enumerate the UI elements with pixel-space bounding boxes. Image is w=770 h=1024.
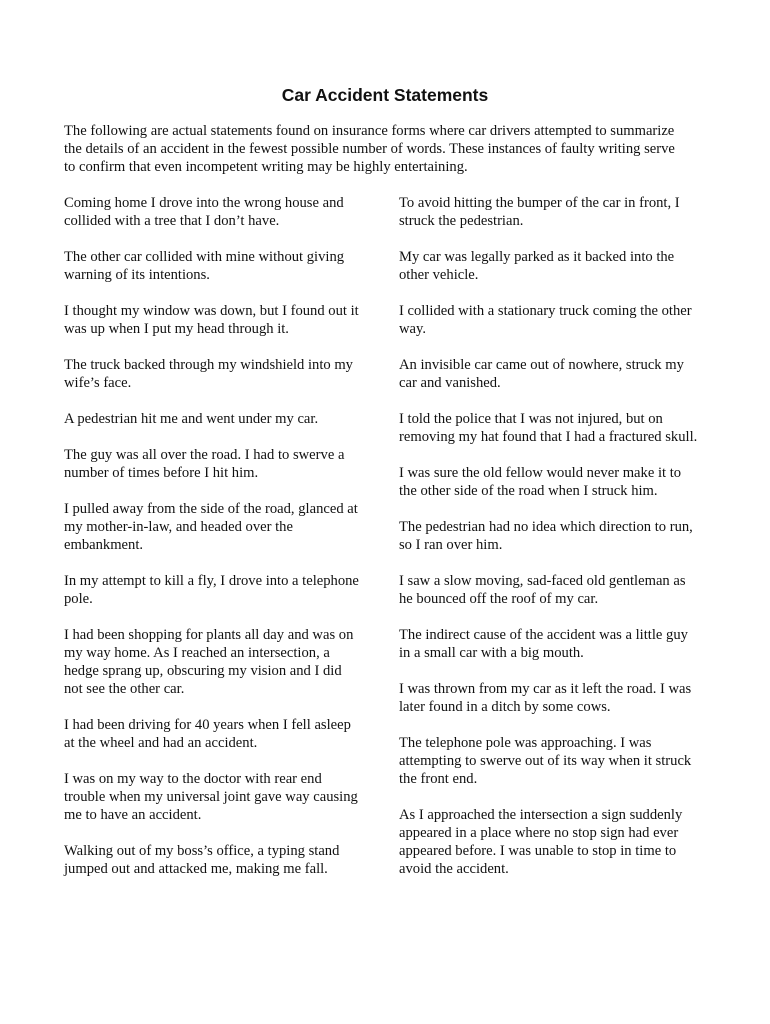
statement: I thought my window was down, but I found out it was up when I put my head through it. (64, 303, 359, 337)
statement: I was thrown from my car as it left the road. I was later found in a ditch by some cows. (399, 681, 692, 715)
statement: I saw a slow moving, sad-faced old gentleman as he bounced off the roof of my car. (399, 573, 686, 607)
statement: The pedestrian had no idea which direction to run, so I ran over him. (399, 519, 693, 553)
statement: The guy was all over the road. I had to swerve a number of times before I hit him. (64, 447, 345, 481)
statement: The telephone pole was approaching. I was attempting to swerve out of its way when it struck the front end. (399, 735, 692, 787)
statement: I collided with a stationary truck coming the other way. (399, 303, 692, 337)
statement: I had been shopping for plants all day and was on my way home. As I reached an intersection, a hedge sprang up, obscuring my vision and I did not see the other car. (64, 627, 354, 697)
statement: The other car collided with mine without giving warning of its intentions. (64, 249, 345, 283)
statement: A pedestrian hit me and went under my car. (64, 411, 319, 427)
statement: An invisible car came out of nowhere, struck my car and vanished. (399, 357, 684, 391)
statement: The indirect cause of the accident was a little guy in a small car with a big mouth. (399, 627, 688, 661)
statement: I was on my way to the doctor with rear end trouble when my universal joint gave way causing me to have an accident. (64, 771, 358, 823)
right-column (399, 194, 715, 896)
statement: I was sure the old fellow would never make it to the other side of the road when I struck him. (399, 465, 682, 499)
left-column (64, 194, 376, 896)
statement: I pulled away from the side of the road, glanced at my mother-in-law, and headed over the embankment. (64, 501, 358, 553)
statement: In my attempt to kill a fly, I drove into a telephone pole. (64, 573, 359, 607)
intro-paragraph: The following are actual statements found on insurance forms where car drivers attempted to summarize the details of an accident in the fewest possible number of words. These instances of faulty writing serve to confirm that even incompetent writing may be highly entertaining. (64, 123, 675, 175)
statement: I had been driving for 40 years when I fell asleep at the wheel and had an accident. (64, 717, 351, 751)
statement: Walking out of my boss’s office, a typing stand jumped out and attacked me, making me fall. (64, 843, 340, 877)
statement: To avoid hitting the bumper of the car in front, I struck the pedestrian. (399, 195, 680, 229)
statement: My car was legally parked as it backed into the other vehicle. (399, 249, 675, 283)
statement: I told the police that I was not injured, but on removing my hat found that I had a fractured skull. (399, 411, 698, 445)
statement: The truck backed through my windshield into my wife’s face. (64, 357, 353, 391)
statement: Coming home I drove into the wrong house and collided with a tree that I don’t have. (64, 195, 344, 229)
document-title: Car Accident Statements (281, 85, 489, 105)
statement: As I approached the intersection a sign suddenly appeared in a place where no stop sign had ever appeared before. I was unable to stop in time to avoid the accident. (399, 807, 683, 877)
